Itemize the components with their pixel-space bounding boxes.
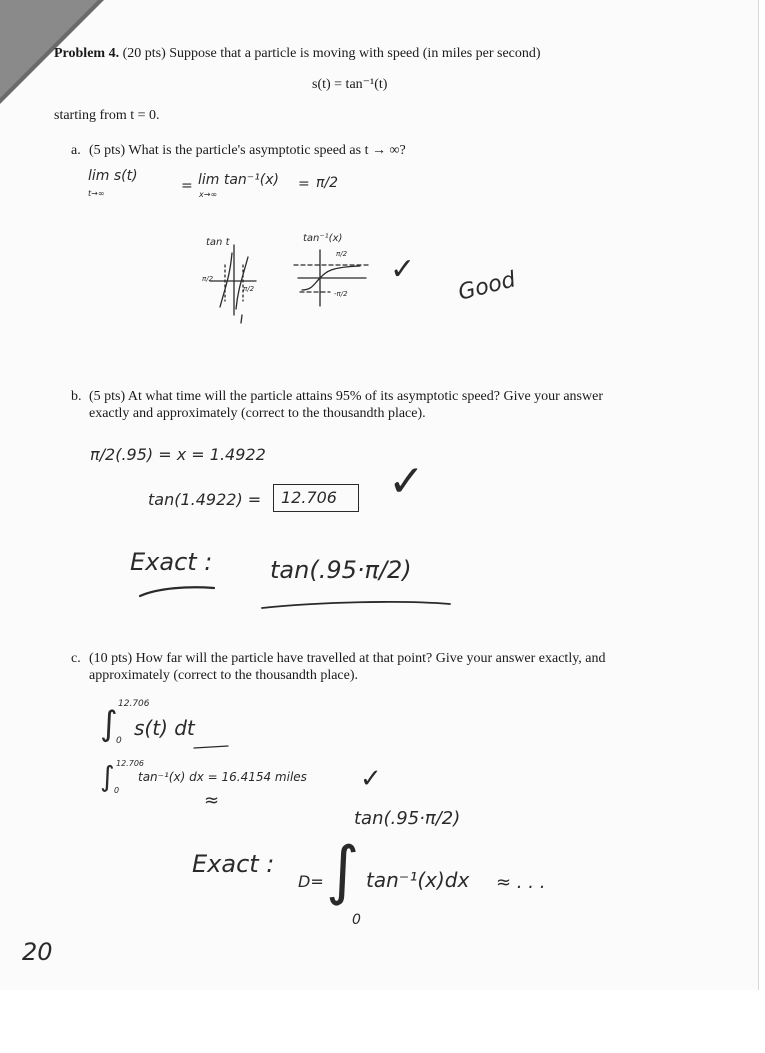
hw-a-graph1-sketch [200,245,260,325]
hw-a-graph1-tick-right: π/2 [243,285,255,293]
hw-a-graph2-top: π/2 [336,250,348,258]
hw-b-check: ✓ [388,456,425,507]
hw-a-lim-right: lim tan⁻¹(x) [198,172,280,188]
hw-b-exact-underline [138,584,218,598]
start-condition: starting from t = 0. [54,108,160,123]
part-b-label: b. [71,389,82,404]
part-b-question-line2: exactly and approximately (correct to the thousandth place). [89,406,426,421]
hw-c-integral1-underline [192,744,232,752]
hw-c-integral2-lower: 0 [114,786,120,795]
hw-c-check: ✓ [360,764,382,794]
problem-statement: Suppose that a particle is moving with speed (in miles per second) [169,46,541,61]
hw-a-graph2-label: tan⁻¹(x) [303,233,343,244]
hw-b-boxed-value: 12.706 [281,488,337,507]
hw-c-integral1-body: s(t) dt [134,716,195,740]
hw-c-integral1-upper: 12.706 [118,699,150,709]
hw-c-exact-integral-sign: ∫ [326,834,360,908]
hw-a-graph2-sketch [294,248,374,308]
problem-statement-line [54,46,541,62]
hw-a-lim-left-sub: t→∞ [88,189,105,198]
hw-c-exact-lower: 0 [352,912,361,928]
hw-a-graph1-label: tan t [206,237,230,248]
hw-c-integral2-upper: 12.706 [116,759,144,768]
hw-b-line2-left: tan(1.4922) = [148,490,262,509]
hw-a-equals-1: = [181,178,193,194]
problem-points: (20 pts) [122,46,166,61]
hw-a-comment: Good [455,267,519,306]
hw-b-exact-label: Exact : [130,548,213,576]
hw-a-graph2-bottom: -π/2 [334,290,348,298]
hw-c-exact-D: D= [298,872,324,891]
hw-a-result: π/2 [316,175,339,191]
hw-c-approx-mark: ≈ [204,790,220,811]
hw-b-exact-value-underline [260,598,460,612]
hw-score: 20 [22,938,53,966]
part-a-question: (5 pts) What is the particle's asymptotic speed as t → ∞? [89,143,406,158]
hw-c-exact-label: Exact : [192,850,275,878]
hw-c-exact-body: tan⁻¹(x)dx [366,868,470,892]
part-c-question-line2: approximately (correct to the thousandth place). [89,668,359,683]
part-a-label: a. [71,143,81,158]
hw-c-integral1-sign: ∫ [100,704,118,744]
hw-b-line1: π/2(.95) = x = 1.4922 [90,445,266,464]
hw-a-equals-2: = [298,176,310,192]
part-c-label: c. [71,651,81,666]
hw-a-lim-right-sub: x→∞ [199,190,218,199]
scan-background [0,990,765,1053]
hw-a-graph1-tick-left: π/2 [202,275,214,283]
hw-b-exact-value: tan(.95·π/2) [270,556,412,584]
part-c-question-line1: (10 pts) How far will the particle have travelled at that point? Give your answer exactly, and [89,651,606,666]
hw-a-check: ✓ [390,252,416,287]
hw-c-integral2-sign: ∫ [100,760,115,793]
hw-c-integral1-lower: 0 [116,736,122,746]
problem-heading: Problem 4. [54,46,120,61]
hw-c-integral2-body: tan⁻¹(x) dx = 16.4154 miles [138,770,307,784]
hw-c-exact-tail: ≈ . . . [496,872,546,893]
hw-a-lim-left: lim s(t) [88,168,138,184]
part-b-question-line1: (5 pts) At what time will the particle attains 95% of its asymptotic speed? Give your answer [89,389,603,404]
hw-c-exact-upper: tan(.95·π/2) [354,808,461,829]
speed-formula: s(t) = tan⁻¹(t) [312,77,388,92]
